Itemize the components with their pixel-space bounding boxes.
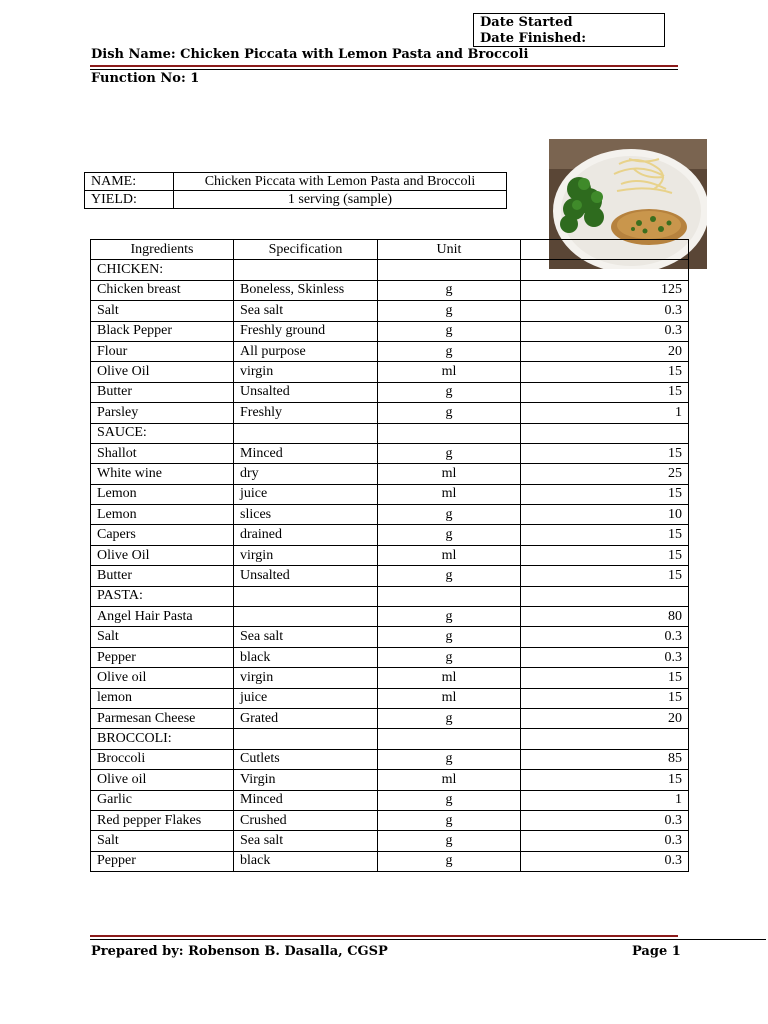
col-header-specification: Specification [234, 240, 378, 260]
specification-cell: Freshly [234, 403, 378, 423]
name-value: Chicken Piccata with Lemon Pasta and Broccoli [174, 173, 507, 191]
specification-cell: Minced [234, 443, 378, 463]
ingredient-cell: Pepper [91, 647, 234, 667]
unit-cell: g [378, 790, 521, 810]
table-row [91, 382, 689, 402]
quantity-cell: 25 [521, 464, 689, 484]
specification-cell: Cutlets [234, 749, 378, 769]
specification-cell: Freshly ground [234, 321, 378, 341]
ingredient-cell: Salt [91, 831, 234, 851]
ingredient-cell: Salt [91, 627, 234, 647]
unit-cell: g [378, 403, 521, 423]
quantity-cell: 15 [521, 770, 689, 790]
unit-cell: g [378, 647, 521, 667]
ingredient-cell: Butter [91, 566, 234, 586]
table-row [91, 464, 689, 484]
table-row [91, 627, 689, 647]
specification-cell: Virgin [234, 770, 378, 790]
ingredient-cell: Butter [91, 382, 234, 402]
ingredient-cell: Salt [91, 301, 234, 321]
table-row [91, 484, 689, 504]
table-row [91, 403, 689, 423]
ingredient-cell: lemon [91, 688, 234, 708]
unit-cell: g [378, 749, 521, 769]
ingredient-cell: Olive Oil [91, 545, 234, 565]
specification-cell: virgin [234, 362, 378, 382]
ingredient-cell: Red pepper Flakes [91, 810, 234, 830]
unit-cell [378, 586, 521, 606]
ingredient-cell: Chicken breast [91, 280, 234, 300]
table-row [91, 607, 689, 627]
specification-cell [234, 607, 378, 627]
unit-cell: g [378, 708, 521, 728]
header-rule-red [90, 65, 678, 67]
quantity-cell: 0.3 [521, 627, 689, 647]
unit-cell: g [378, 505, 521, 525]
quantity-cell: 15 [521, 545, 689, 565]
ingredients-table [90, 239, 689, 872]
unit-cell: ml [378, 484, 521, 504]
table-row [91, 810, 689, 830]
table-row [91, 668, 689, 688]
quantity-cell: 0.3 [521, 321, 689, 341]
ingredient-cell: Broccoli [91, 749, 234, 769]
ingredient-cell: SAUCE: [91, 423, 234, 443]
quantity-cell [521, 729, 689, 749]
table-row [91, 729, 689, 749]
ingredient-cell: BROCCOLI: [91, 729, 234, 749]
unit-cell [378, 729, 521, 749]
table-row [91, 708, 689, 728]
unit-cell: g [378, 443, 521, 463]
ingredient-cell: Lemon [91, 484, 234, 504]
quantity-cell: 15 [521, 668, 689, 688]
specification-cell: Unsalted [234, 382, 378, 402]
footer-rule-red [90, 935, 678, 937]
quantity-cell: 15 [521, 566, 689, 586]
date-finished-label: Date Finished: [480, 31, 586, 46]
date-started-label: Date Started [480, 15, 573, 30]
table-row [91, 545, 689, 565]
specification-cell: virgin [234, 668, 378, 688]
info-table [84, 172, 507, 209]
info-row-yield [85, 191, 507, 209]
unit-cell: g [378, 382, 521, 402]
ingredient-cell: Angel Hair Pasta [91, 607, 234, 627]
specification-cell: Grated [234, 708, 378, 728]
col-header-quantity [521, 240, 689, 260]
quantity-cell [521, 423, 689, 443]
table-row [91, 749, 689, 769]
quantity-cell [521, 260, 689, 280]
specification-cell: Minced [234, 790, 378, 810]
specification-cell: Sea salt [234, 301, 378, 321]
quantity-cell: 0.3 [521, 831, 689, 851]
quantity-cell [521, 586, 689, 606]
ingredient-cell: Olive oil [91, 668, 234, 688]
table-row [91, 586, 689, 606]
quantity-cell: 15 [521, 382, 689, 402]
prepared-by: Prepared by: Robenson B. Dasalla, CGSP [91, 944, 388, 959]
quantity-cell: 85 [521, 749, 689, 769]
ingredient-cell: Parmesan Cheese [91, 708, 234, 728]
table-row [91, 770, 689, 790]
quantity-cell: 0.3 [521, 301, 689, 321]
specification-cell [234, 260, 378, 280]
specification-cell: Crushed [234, 810, 378, 830]
unit-cell: g [378, 607, 521, 627]
ingredient-cell: Capers [91, 525, 234, 545]
table-row [91, 321, 689, 341]
unit-cell: ml [378, 770, 521, 790]
quantity-cell: 15 [521, 484, 689, 504]
ingredient-cell: PASTA: [91, 586, 234, 606]
unit-cell: g [378, 321, 521, 341]
table-row [91, 260, 689, 280]
quantity-cell: 15 [521, 688, 689, 708]
quantity-cell: 0.3 [521, 851, 689, 871]
quantity-cell: 15 [521, 525, 689, 545]
specification-cell [234, 423, 378, 443]
unit-cell: ml [378, 545, 521, 565]
quantity-cell: 15 [521, 443, 689, 463]
quantity-cell: 0.3 [521, 810, 689, 830]
table-header-row [91, 240, 689, 260]
table-row [91, 505, 689, 525]
ingredient-cell: Pepper [91, 851, 234, 871]
header-rule-black [90, 69, 678, 70]
specification-cell: All purpose [234, 341, 378, 361]
unit-cell: g [378, 525, 521, 545]
unit-cell: ml [378, 688, 521, 708]
ingredient-cell: Flour [91, 341, 234, 361]
quantity-cell: 10 [521, 505, 689, 525]
table-row [91, 341, 689, 361]
specification-cell: virgin [234, 545, 378, 565]
table-row [91, 301, 689, 321]
col-header-unit: Unit [378, 240, 521, 260]
unit-cell: ml [378, 668, 521, 688]
ingredient-cell: Parsley [91, 403, 234, 423]
info-row-name [85, 173, 507, 191]
table-row [91, 688, 689, 708]
quantity-cell: 80 [521, 607, 689, 627]
ingredient-cell: CHICKEN: [91, 260, 234, 280]
table-row [91, 566, 689, 586]
specification-cell: Boneless, Skinless [234, 280, 378, 300]
unit-cell: ml [378, 362, 521, 382]
specification-cell: slices [234, 505, 378, 525]
quantity-cell: 20 [521, 708, 689, 728]
ingredient-cell: Lemon [91, 505, 234, 525]
unit-cell [378, 260, 521, 280]
col-header-ingredients: Ingredients [91, 240, 234, 260]
quantity-cell: 1 [521, 790, 689, 810]
table-row [91, 423, 689, 443]
table-row [91, 790, 689, 810]
ingredient-cell: Black Pepper [91, 321, 234, 341]
table-row [91, 280, 689, 300]
quantity-cell: 20 [521, 341, 689, 361]
unit-cell: g [378, 627, 521, 647]
specification-cell: Unsalted [234, 566, 378, 586]
table-row [91, 831, 689, 851]
unit-cell: ml [378, 464, 521, 484]
table-row [91, 362, 689, 382]
ingredient-cell: White wine [91, 464, 234, 484]
table-row [91, 525, 689, 545]
name-label: NAME: [85, 173, 174, 191]
unit-cell: g [378, 851, 521, 871]
date-box [473, 13, 665, 47]
specification-cell: black [234, 851, 378, 871]
specification-cell: black [234, 647, 378, 667]
specification-cell: drained [234, 525, 378, 545]
specification-cell [234, 729, 378, 749]
yield-value: 1 serving (sample) [174, 191, 507, 209]
page-number: Page 1 [632, 944, 681, 959]
unit-cell: g [378, 810, 521, 830]
quantity-cell: 15 [521, 362, 689, 382]
function-number: Function No: 1 [91, 71, 200, 86]
specification-cell: Sea salt [234, 627, 378, 647]
unit-cell: g [378, 280, 521, 300]
unit-cell [378, 423, 521, 443]
unit-cell: g [378, 566, 521, 586]
table-row [91, 443, 689, 463]
ingredient-cell: Olive Oil [91, 362, 234, 382]
specification-cell [234, 586, 378, 606]
specification-cell: juice [234, 484, 378, 504]
unit-cell: g [378, 301, 521, 321]
table-row [91, 647, 689, 667]
specification-cell: dry [234, 464, 378, 484]
quantity-cell: 1 [521, 403, 689, 423]
yield-label: YIELD: [85, 191, 174, 209]
footer-rule-black [90, 939, 766, 940]
dish-name: Dish Name: Chicken Piccata with Lemon Pasta and Broccoli [91, 47, 529, 62]
ingredient-cell: Olive oil [91, 770, 234, 790]
unit-cell: g [378, 341, 521, 361]
ingredient-cell: Shallot [91, 443, 234, 463]
specification-cell: juice [234, 688, 378, 708]
ingredient-cell: Garlic [91, 790, 234, 810]
quantity-cell: 0.3 [521, 647, 689, 667]
table-row [91, 851, 689, 871]
unit-cell: g [378, 831, 521, 851]
quantity-cell: 125 [521, 280, 689, 300]
specification-cell: Sea salt [234, 831, 378, 851]
